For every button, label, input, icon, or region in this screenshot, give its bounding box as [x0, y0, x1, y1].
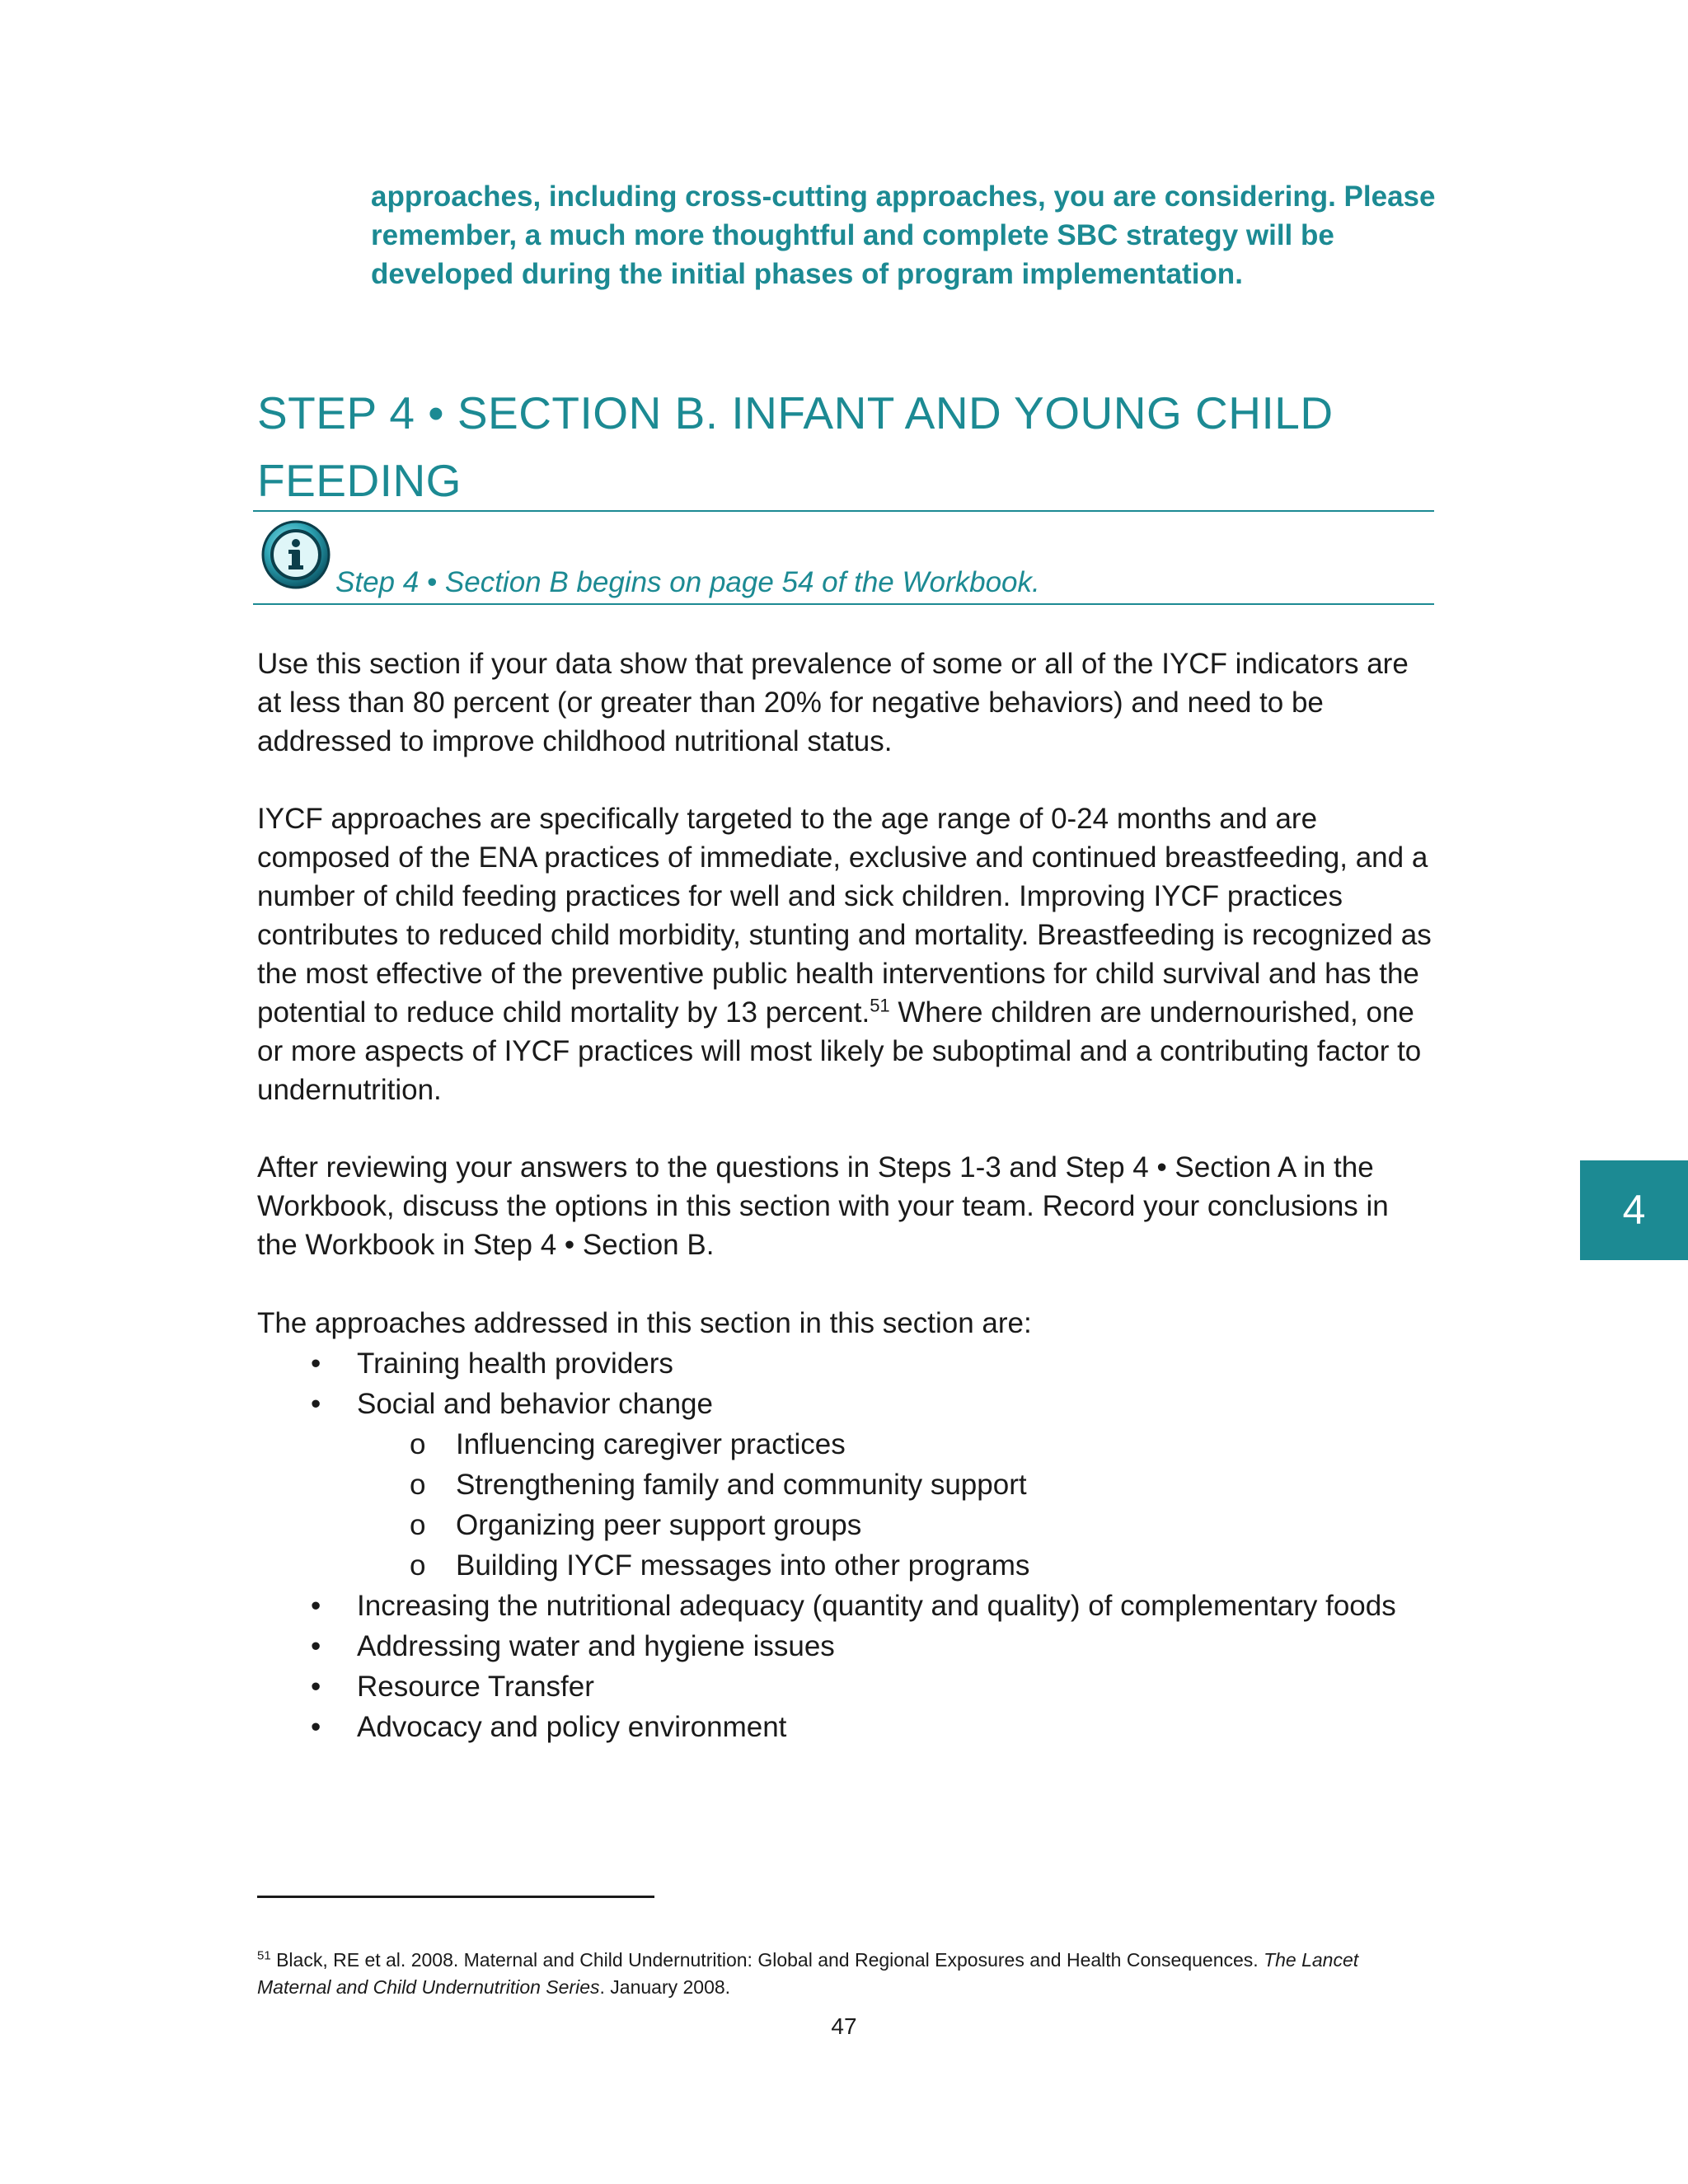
list-item: [257, 1707, 1444, 1747]
intro-paragraph: approaches, including cross-cutting approaches, you are considering. Please remember, a much more thoughtful and complete SBC strategy will be developed during the initial phases of program implementation.: [371, 180, 1436, 290]
footnote-journal: The Lancet Maternal and Child Undernutrition Series: [257, 1949, 1359, 1998]
paragraph-iycf-text: IYCF approaches are specifically targeted to the age range of 0-24 months and are composed of the ENA practices of immediate, exclusive and continued breastfeeding, and a number of child feeding practices for well and sick children. Improving IYCF practices contributes to reduced child morbidity, stunting and mortality. Breastfeeding is recognized as the most effective of the preventive public health interventions for child survival and has the potential to reduce child mortality by 13 percent.: [257, 803, 1432, 1029]
heading-rule-bottom: [253, 603, 1434, 605]
approaches-list: [257, 1343, 1444, 1747]
step-number-tab: 4: [1580, 1160, 1688, 1260]
bullet-marker: •: [311, 1630, 321, 1662]
circle-marker: o: [410, 1469, 426, 1501]
list-item-text: Training health providers: [357, 1347, 673, 1380]
list-item-text: Building IYCF messages into other programs: [456, 1549, 1030, 1582]
heading-rule-top: [253, 510, 1434, 512]
workbook-note: Step 4 • Section B begins on page 54 of the Workbook.: [335, 566, 1040, 598]
footnote-text-end: . January 2008.: [599, 1976, 731, 1998]
side-guide-label: [1578, 820, 1628, 1146]
sub-list-item: [257, 1505, 1444, 1545]
list-item-text: Resource Transfer: [357, 1671, 594, 1703]
list-item-text: Addressing water and hygiene issues: [357, 1630, 835, 1662]
circle-marker: o: [410, 1509, 426, 1541]
list-item-text: Influencing caregiver practices: [456, 1428, 846, 1460]
footnote-separator: [257, 1896, 654, 1898]
footnote: [257, 1947, 1436, 2001]
sub-list-item: [257, 1545, 1444, 1586]
list-item: [257, 1384, 1444, 1424]
list-item: [257, 1343, 1444, 1384]
list-item: [257, 1586, 1444, 1626]
footnote-reference: 51: [870, 995, 890, 1016]
bullet-marker: •: [311, 1590, 321, 1622]
bullet-marker: •: [311, 1671, 321, 1703]
paragraph-iycf: [257, 799, 1436, 1109]
section-heading: STEP 4 • SECTION B. INFANT AND YOUNG CHILD FEEDING: [257, 387, 1334, 506]
list-item-text: Advocacy and policy environment: [357, 1711, 787, 1743]
paragraph-approaches-intro: The approaches addressed in this section in this section are:: [257, 1307, 1032, 1339]
footnote-number: 51: [257, 1948, 271, 1963]
sub-list-item: [257, 1424, 1444, 1465]
page-number: 47: [831, 2013, 857, 2039]
sub-list-item: [257, 1465, 1444, 1505]
list-item-text: Social and behavior change: [357, 1388, 713, 1420]
list-item: [257, 1626, 1444, 1666]
paragraph-after-review: After reviewing your answers to the questions in Steps 1-3 and Step 4 • Section A in the Workbook, discuss the options in this section with your team. Record your conclusions in the Workbook in Step 4 • Section B.: [257, 1151, 1389, 1261]
bullet-marker: •: [311, 1347, 321, 1380]
list-item-text: Increasing the nutritional adequacy (quantity and quality) of complementary foods: [357, 1590, 1396, 1622]
bullet-marker: •: [311, 1711, 321, 1743]
paragraph-iycf-text-cont: Where children are undernourished, one or more aspects of IYCF practices will most likely be suboptimal and a contributing factor to undernutrition.: [257, 996, 1422, 1106]
list-item-text: Organizing peer support groups: [456, 1509, 862, 1541]
info-icon: [260, 519, 331, 590]
list-item-text: Strengthening family and community support: [456, 1469, 1027, 1501]
list-item: [257, 1666, 1444, 1707]
footnote-text: Black, RE et al. 2008. Maternal and Child Undernutrition: Global and Regional Exposures and Health Consequences.: [270, 1949, 1264, 1971]
circle-marker: o: [410, 1428, 426, 1460]
paragraph-usage: Use this section if your data show that prevalence of some or all of the IYCF indicators are at less than 80 percent (or greater than 20% for negative behaviors) and need to be addressed to improve childhood nutritional status.: [257, 648, 1409, 757]
bullet-marker: •: [311, 1388, 321, 1420]
circle-marker: o: [410, 1549, 426, 1582]
